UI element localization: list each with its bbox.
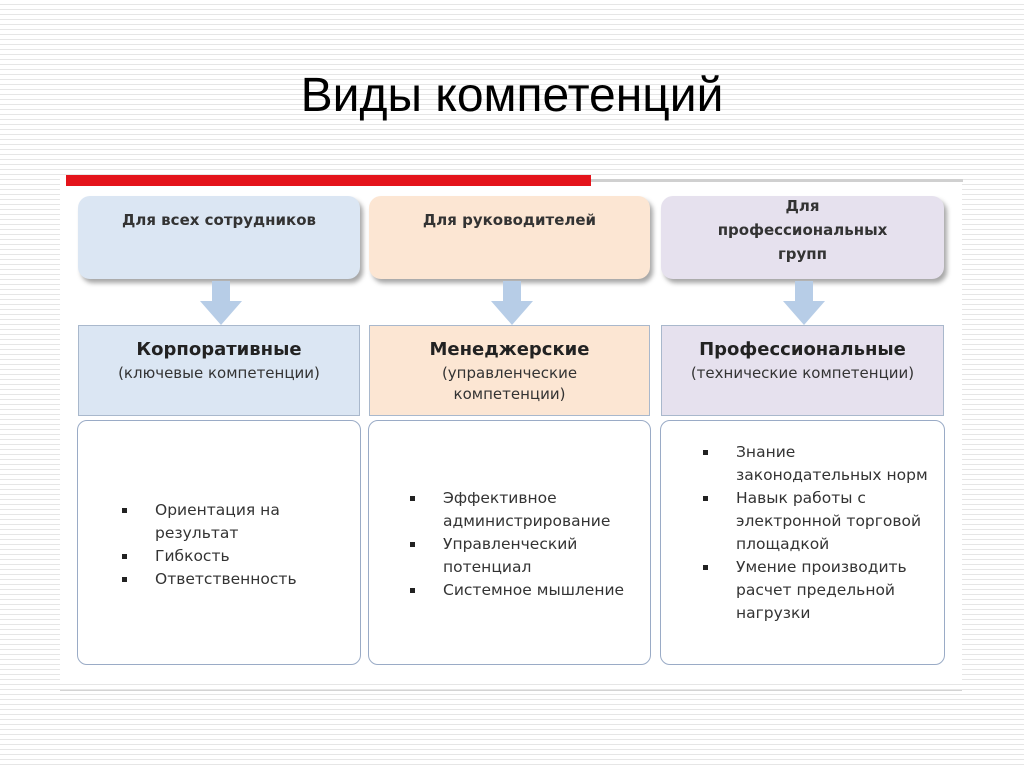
competency-type-box-managerial (369, 325, 650, 416)
competency-list (122, 499, 322, 591)
down-arrow-icon (489, 281, 535, 327)
competency-type-subtitle: (управленческие компетенции) (441, 364, 578, 403)
list-item: Ответственность (122, 568, 322, 591)
audience-box-all-employees (78, 196, 360, 279)
list-item: Знание законодательных норм (703, 441, 933, 487)
competency-type-box-professional (661, 325, 944, 416)
list-item: Системное мышление (410, 579, 630, 602)
audience-box-professional-groups (661, 196, 944, 279)
list-item: Умение производить расчет предельной нагрузки (703, 556, 933, 625)
list-item: Ориентация на результат (122, 499, 322, 545)
down-arrow-icon (198, 281, 244, 327)
list-item: Гибкость (122, 545, 322, 568)
competency-list (703, 441, 933, 625)
audience-label: Для профессиональных групп (717, 196, 888, 263)
audience-label: Для всех сотрудников (121, 210, 317, 229)
grey-accent-line (591, 179, 963, 182)
down-arrow-icon (781, 281, 827, 327)
list-item: Навык работы с электронной торговой площадкой (703, 487, 933, 556)
competency-list (410, 487, 630, 602)
competency-list-box-professional (660, 420, 945, 665)
competency-list-box-corporate (77, 420, 361, 665)
competency-type-subtitle: (ключевые компетенции) (118, 364, 320, 382)
page-title: Виды компетенций (300, 69, 724, 122)
competency-list-box-managerial (368, 420, 651, 665)
red-accent-bar (66, 175, 591, 186)
competency-type-subtitle: (технические компетенции) (690, 364, 915, 382)
competency-type-title: Профессиональные (699, 339, 906, 360)
audience-label: Для руководителей (422, 210, 597, 229)
bottom-divider (60, 690, 962, 691)
list-item: Управленческий потенциал (410, 533, 630, 579)
competency-type-title: Корпоративные (136, 339, 302, 360)
audience-box-managers (369, 196, 650, 279)
competency-type-title: Менеджерские (429, 339, 590, 360)
competency-type-box-corporate (78, 325, 360, 416)
list-item: Эффективное администрирование (410, 487, 630, 533)
